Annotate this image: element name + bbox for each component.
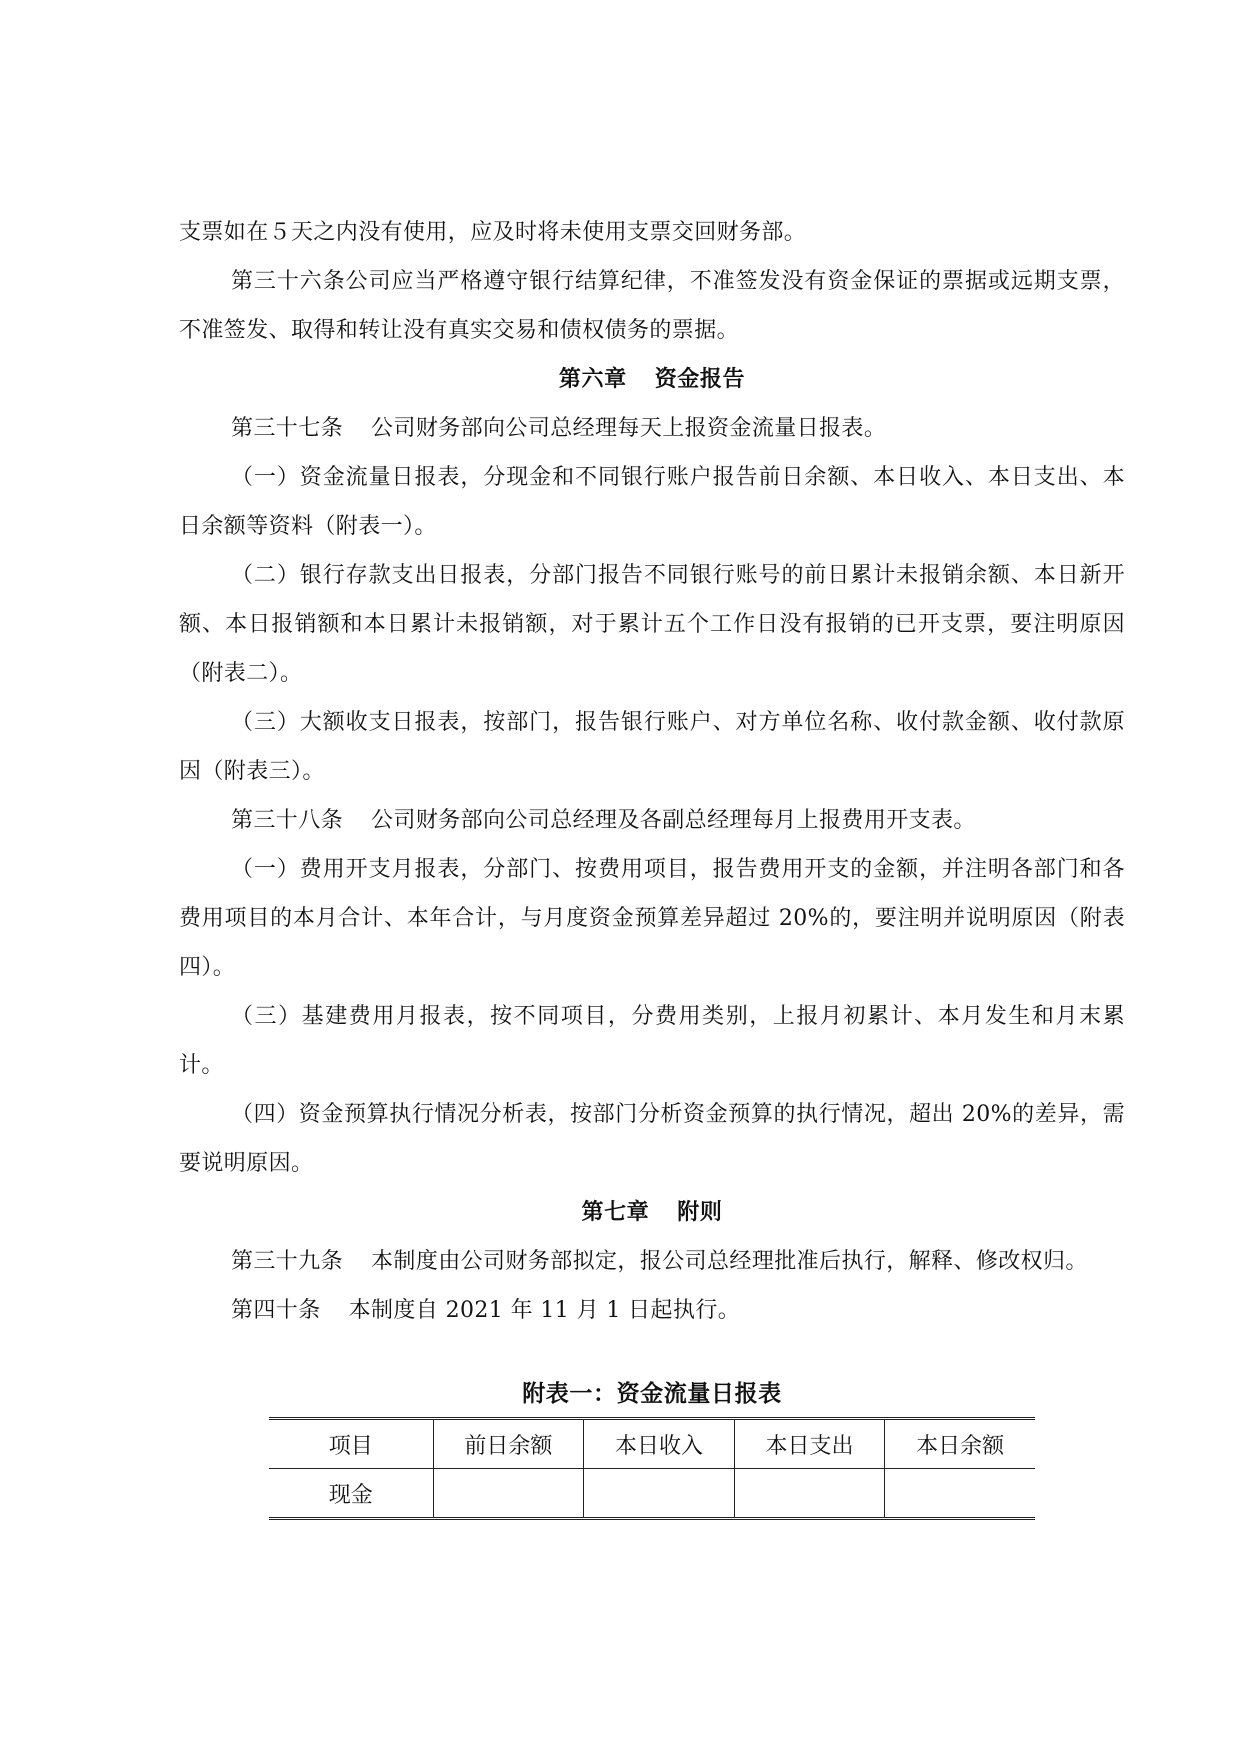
table-header-cell: 项目	[269, 1419, 433, 1469]
paragraph-item-cash-flow: （一）资金流量日报表，分现金和不同银行账户报告前日余额、本日收入、本日支出、本日余额等资料（附表一）。	[179, 465, 1125, 539]
paragraph-item-expense-monthly: （一）费用开支月报表，分部门、按费用项目，报告费用开支的金额，并注明各部门和各费用项目的本月合计、本年合计，与月度资金预算差异超过 20%的，要注明并说明原因（附表四）。	[179, 857, 1125, 980]
paragraph-item-construction-monthly: （三）基建费用月报表，按不同项目，分费用类别，上报月初累计、本月发生和月末累计。	[179, 1004, 1125, 1078]
table-title: 附表一：资金流量日报表	[522, 1380, 782, 1407]
article-39-text: 本制度由公司财务部拟定，报公司总经理批准后执行，解释、修改权归。	[371, 1249, 1088, 1274]
paragraph-cheque-return: 支票如在５天之内没有使用，应及时将未使用支票交回财务部。	[179, 220, 807, 245]
table-cell	[433, 1469, 584, 1519]
article-37-text: 公司财务部向公司总经理每天上报资金流量日报表。	[371, 416, 887, 441]
paragraph-article-37	[179, 404, 1125, 453]
appendix-table-section	[269, 1380, 1035, 1520]
table-cell	[885, 1469, 1035, 1519]
paragraph-article-38	[179, 796, 1125, 845]
table-cell: 现金	[328, 1482, 373, 1508]
article-40-label: 第四十条	[231, 1298, 321, 1323]
chapter-six-number: 第六章	[558, 366, 627, 392]
table-header-cell: 本日余额	[885, 1419, 1035, 1469]
article-38-text: 公司财务部向公司总经理及各副总经理每月上报费用开支表。	[371, 808, 976, 833]
article-37-label: 第三十七条	[231, 416, 344, 441]
table-header-cell: 前日余额	[433, 1419, 584, 1469]
table-header-row	[269, 1419, 1035, 1469]
table-row	[269, 1469, 1035, 1519]
chapter-seven-heading	[179, 1188, 1125, 1237]
paragraph-item-large-amount: （三）大额收支日报表，按部门，报告银行账户、对方单位名称、收付款金额、收付款原因（附表三）。	[179, 710, 1125, 784]
paragraph-article-40	[179, 1286, 1125, 1335]
chapter-six-heading	[179, 355, 1125, 404]
cash-flow-table	[269, 1417, 1035, 1520]
chapter-six-title: 资金报告	[654, 366, 746, 392]
article-40-text: 本制度自 2021 年 11 月 1 日起执行。	[348, 1298, 741, 1323]
table-header-cell: 本日支出	[734, 1419, 885, 1469]
paragraph-item-bank-deposit: （二）银行存款支出日报表，分部门报告不同银行账号的前日累计未报销余额、本日新开额、本日报销额和本日累计未报销额，对于累计五个工作日没有报销的已开支票，要注明原因（附表二）。	[179, 563, 1125, 686]
paragraph-article-39	[179, 1237, 1125, 1286]
chapter-seven-title: 附则	[677, 1199, 723, 1225]
table-cell	[584, 1469, 735, 1519]
article-39-label: 第三十九条	[231, 1249, 344, 1274]
paragraph-item-budget-analysis: （四）资金预算执行情况分析表，按部门分析资金预算的执行情况，超出 20%的差异，需要说明原因。	[179, 1102, 1125, 1176]
chapter-seven-number: 第七章	[581, 1199, 650, 1225]
table-header-cell: 本日收入	[584, 1419, 735, 1469]
article-38-label: 第三十八条	[231, 808, 344, 833]
paragraph-article-36: 第三十六条公司应当严格遵守银行结算纪律，不准签发没有资金保证的票据或远期支票，不准签发、取得和转让没有真实交易和债权债务的票据。	[179, 269, 1125, 343]
document-body	[179, 208, 1125, 1335]
table-cell	[734, 1469, 885, 1519]
